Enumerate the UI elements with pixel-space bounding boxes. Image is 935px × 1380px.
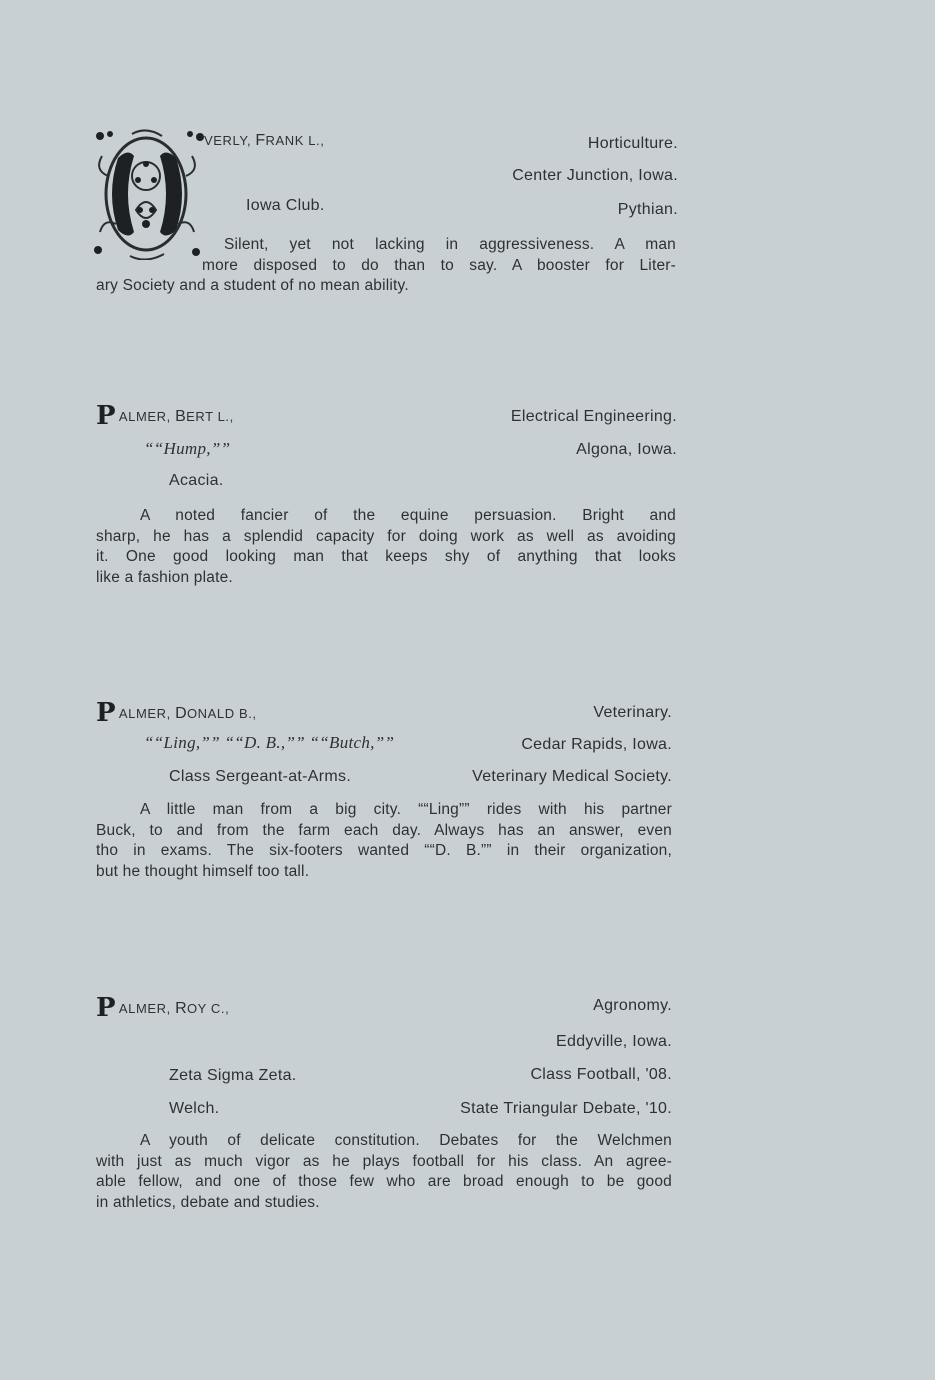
student-name: PALMER, DONALD B., [96,698,257,728]
organization: Iowa Club. [246,197,325,214]
nickname: ““Hump,”” [144,439,231,458]
blackletter-initial: P [96,401,116,431]
organization: Welch. [169,1100,220,1117]
student-name: PALMER, BERT L., [96,401,234,431]
biography-paragraph: A youth of delicate constitution. Debates for the Welchmen with just as much vigor as he plays football for his class. An agree- able fellow, and one of those few who are broad enough to be good in athletics, debate and studies. [96,1132,672,1211]
blackletter-initial: P [96,993,116,1023]
department: Veterinary. [593,704,672,721]
blackletter-initial: P [96,698,116,728]
organization: Class Sergeant-at-Arms. [169,768,352,785]
department: Horticulture. [587,135,678,152]
biography-paragraph: A noted fancier of the equine persuasion. Bright and sharp, he has a splendid capacity for doing work as well as avoiding it. One good looking man that keeps shy of anything that looks like a fashion plate. [96,507,676,586]
student-name: PALMER, ROY C., [96,993,230,1023]
hometown: Eddyville, Iowa. [556,1033,672,1050]
activity: State Triangular Debate, '10. [460,1100,672,1117]
nickname: ““Ling,”” ““D. B.,”” ““Butch,”” [144,733,395,752]
society: Veterinary Medical Society. [472,768,672,785]
department: Electrical Engineering. [510,408,677,425]
hometown: Center Junction, Iowa. [512,167,678,184]
hometown: Cedar Rapids, Iowa. [521,736,672,753]
biography-paragraph: Silent, yet not lacking in aggressiveness. A man more disposed to do than to say. A booster for Liter- ary Society and a student of no mean ability. [96,236,676,294]
student-name: VERLY, FRANK L., [204,132,325,149]
activity: Class Football, '08. [530,1066,672,1083]
organization: Zeta Sigma Zeta. [169,1067,297,1084]
department: Agronomy. [593,997,672,1014]
organization: Acacia. [169,472,224,489]
biography-paragraph: A little man from a big city. ““Ling”” rides with his partner Buck, to and from the farm each day. Always has an answer, even tho in exams. The six-footers wanted ““D. B.”” in their organization, but he thought himself too tall. [96,801,672,880]
hometown: Algona, Iowa. [576,441,677,458]
society: Pythian. [617,201,678,218]
